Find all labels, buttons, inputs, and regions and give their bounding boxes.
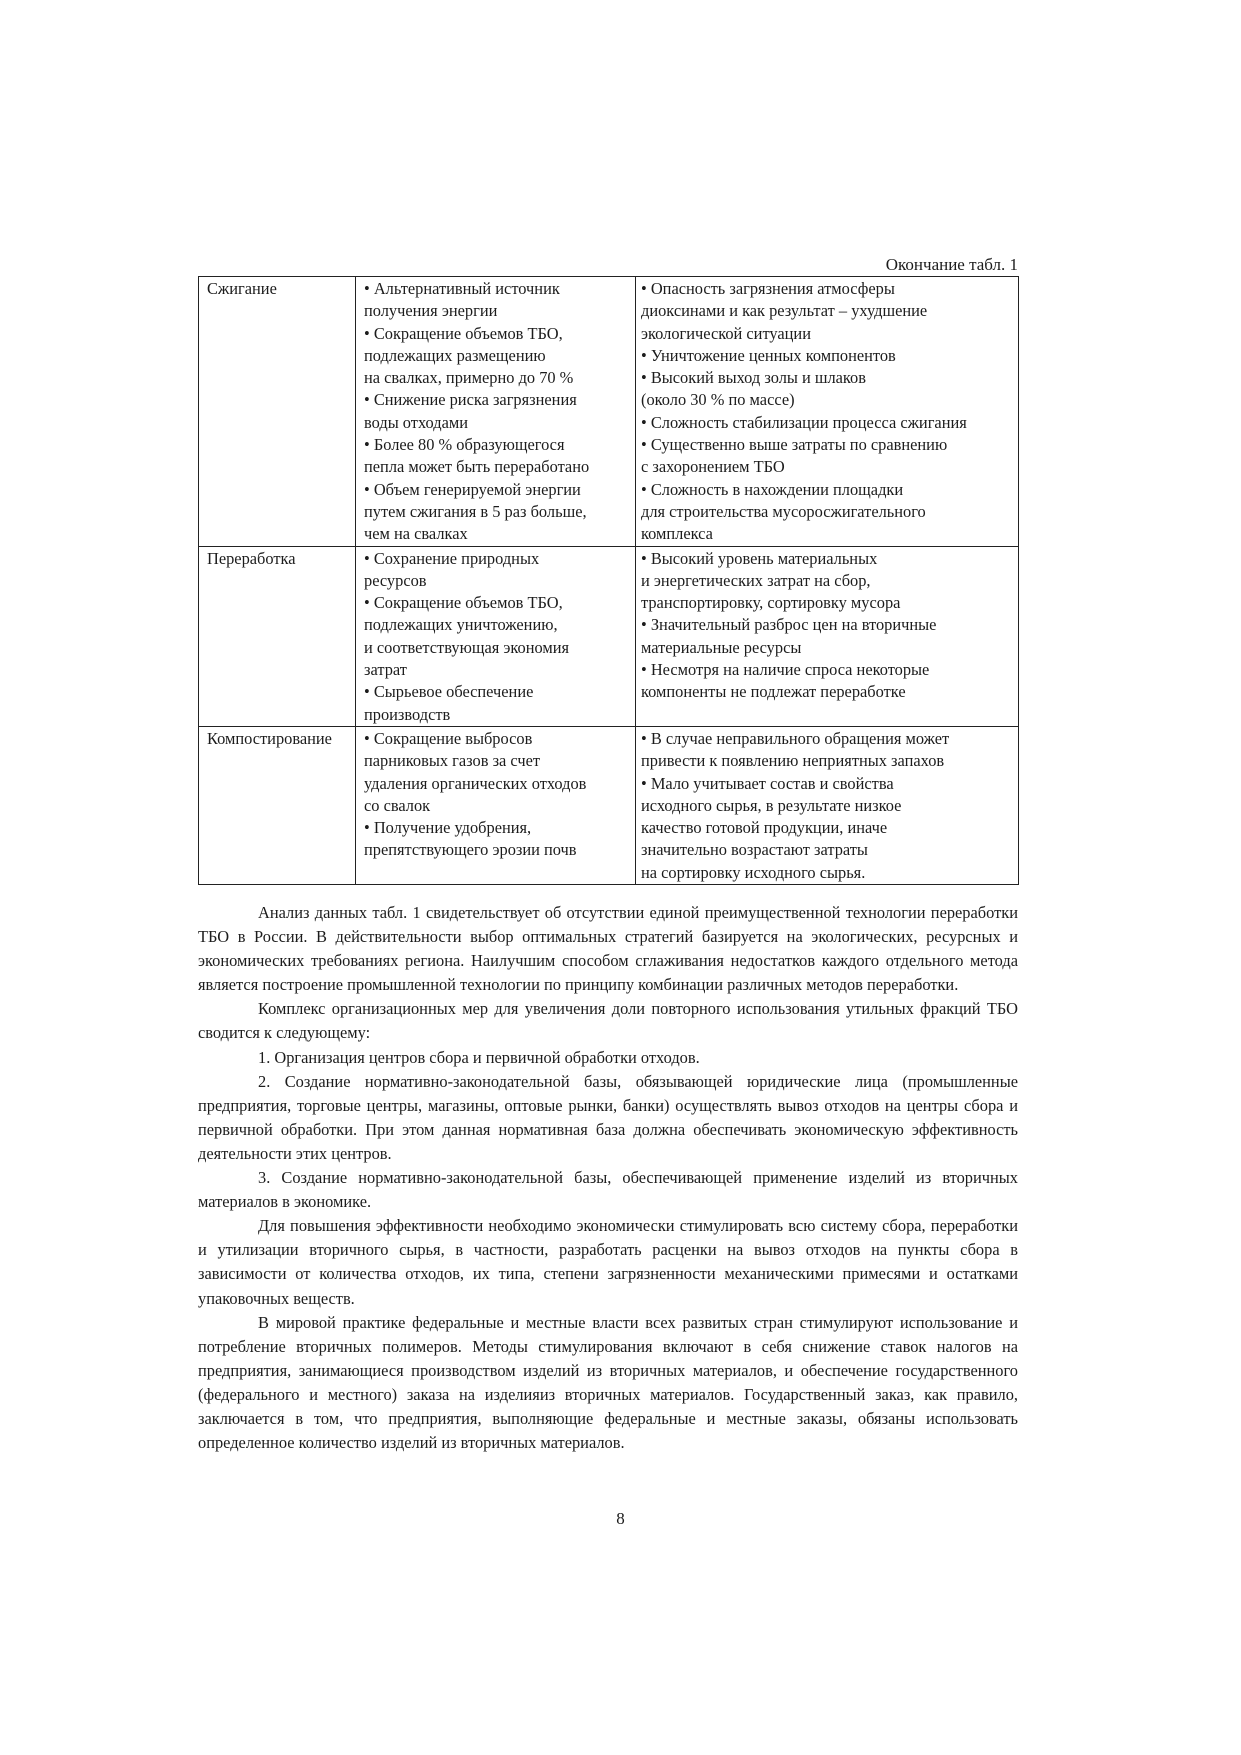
page-number: 8 <box>616 1509 625 1528</box>
disadvantage-line: • Высокий уровень материальных <box>641 548 878 568</box>
paragraph-world-practice: В мировой практике федеральные и местные власти всех развитых стран стимулируют использование и потребление вторичных полимеров. Методы стимулирования включают в себя снижение ставок налогов на предприятия, занимающиеся производством изделий из вторичных материалов, и обеспечение государственного (федерального и местного) заказа на изделияиз вторичных материалов. Государственный заказ, как правило, заключается в том, что предприятия, выполняющие федеральные и местные заказы, обязаны использовать определенное количество изделий из вторичных материалов. <box>198 1312 1018 1453</box>
disadvantage-line: привести к появлению неприятных запахов <box>641 751 945 771</box>
advantage-line: парниковых газов за счет <box>364 751 541 771</box>
list-item-3: 3. Создание нормативно-законодательной базы, обеспечивающей применение изделий из вторичных материалов в экономике. <box>198 1168 1018 1212</box>
disadvantage-line: (около 30 % по массе) <box>641 390 795 410</box>
paragraph-efficiency: Для повышения эффективности необходимо экономически стимулировать всю систему сбора, переработки и утилизации вторичного сырья, в частности, разработать расценки на вывоз отходов на пункты сбора в зависимости от количества отходов, их типа, степени загрязненности механическими примесями и остатками упаковочных веществ. <box>198 1216 1018 1308</box>
disadvantage-line: материальные ресурсы <box>641 637 802 657</box>
advantage-line: • Сохранение природных <box>364 548 540 568</box>
advantage-line: затрат <box>364 660 407 680</box>
body-text <box>198 901 1018 1455</box>
advantage-line: со свалок <box>364 795 431 815</box>
disadvantage-line: транспортировку, сортировку мусора <box>641 593 901 613</box>
table-row-incineration <box>199 277 1019 547</box>
advantage-line: • Получение удобрения, <box>364 818 532 838</box>
advantage-line: • Сокращение объемов ТБО, <box>364 593 563 613</box>
list-item-2: 2. Создание нормативно-законодательной базы, обязывающей юридические лица (промышленные предприятия, торговые центры, магазины, оптовые рынки, банки) осуществлять вывоз отходов на центры сбора и первичной обработки. При этом данная нормативная база должна обеспечивать экономическую эффективность деятельности этих центров. <box>198 1071 1018 1163</box>
disadvantage-line: • Несмотря на наличие спроса некоторые <box>641 660 930 680</box>
advantage-line: • Сырьевое обеспечение <box>364 682 534 702</box>
advantage-line: подлежащих уничтожению, <box>364 615 558 635</box>
list-item-1: 1. Организация центров сбора и первичной обработки отходов. <box>258 1047 700 1067</box>
method-cell <box>199 546 356 726</box>
disadvantage-line: • Существенно выше затраты по сравнению <box>641 435 948 455</box>
disadvantage-line: • Мало учитывает состав и свойства <box>641 773 894 793</box>
disadvantage-line: и энергетических затрат на сбор, <box>641 570 871 590</box>
advantage-line: удаления органических отходов <box>364 773 587 793</box>
advantage-line: подлежащих размещению <box>364 345 546 365</box>
method-cell <box>199 277 356 547</box>
advantage-line: путем сжигания в 5 раз больше, <box>364 501 587 521</box>
disadvantage-line: диоксинами и как результат – ухудшение <box>641 301 928 321</box>
advantage-line: препятствующего эрозии почв <box>364 840 577 860</box>
advantage-line: производств <box>364 704 451 724</box>
advantage-line: • Сокращение выбросов <box>364 728 533 748</box>
method-name: Сжигание <box>207 279 277 298</box>
advantage-line: на свалках, примерно до 70 % <box>364 368 574 388</box>
disadvantage-line: исходного сырья, в результате низкое <box>641 795 902 815</box>
table-caption: Окончание табл. 1 <box>885 255 1018 274</box>
disadvantage-line: комплекса <box>641 524 713 544</box>
advantage-line: ресурсов <box>364 570 427 590</box>
paragraph-analysis: Анализ данных табл. 1 свидетельствует об отсутствии единой преимущественной технологии переработки ТБО в России. В действительности выбор оптимальных стратегий базируется на экологических, ресурсных и экономических требованиях региона. Наилучшим способом сглаживания недостатков каждого отдельного метода является построение промышленной технологии по принципу комбинации различных методов переработки. <box>198 903 1018 995</box>
advantage-line: • Снижение риска загрязнения <box>364 390 577 410</box>
disadvantage-line: • Высокий выход золы и шлаков <box>641 368 866 388</box>
advantage-line: пепла может быть переработано <box>364 457 590 477</box>
table-row-composting <box>199 726 1019 884</box>
disadvantages-cell <box>636 726 1019 884</box>
disadvantage-line: • Значительный разброс цен на вторичные <box>641 615 937 635</box>
advantage-line: воды отходами <box>364 412 468 432</box>
table-row-recycling <box>199 546 1019 726</box>
advantage-line: чем на свалках <box>364 524 468 544</box>
advantages-cell <box>356 546 636 726</box>
disadvantage-line: экологической ситуации <box>641 323 811 343</box>
methods-table <box>198 276 1019 885</box>
disadvantage-line: для строительства мусоросжигательного <box>641 501 926 521</box>
advantage-line: • Альтернативный источник <box>364 279 560 298</box>
advantages-cell <box>356 277 636 547</box>
disadvantage-line: компоненты не подлежат переработке <box>641 682 906 702</box>
page-content <box>198 254 1018 1455</box>
method-name: Компостирование <box>207 728 332 748</box>
disadvantage-line: на сортировку исходного сырья. <box>641 862 866 882</box>
advantage-line: и соответствующая экономия <box>364 637 570 657</box>
disadvantage-line: • Сложность стабилизации процесса сжигания <box>641 412 967 432</box>
advantage-line: • Объем генерируемой энергии <box>364 479 581 499</box>
advantage-line: • Более 80 % образующегося <box>364 435 565 455</box>
advantage-line: получения энергии <box>364 301 498 321</box>
paragraph-measures-intro: Комплекс организационных мер для увеличения доли повторного использования утильных фракций ТБО сводится к следующему: <box>198 999 1018 1043</box>
disadvantage-line: • В случае неправильного обращения может <box>641 728 950 748</box>
disadvantage-line: с захоронением ТБО <box>641 457 785 477</box>
disadvantage-line: • Сложность в нахождении площадки <box>641 479 904 499</box>
method-name: Переработка <box>207 548 296 568</box>
advantage-line: • Сокращение объемов ТБО, <box>364 323 563 343</box>
advantages-cell <box>356 726 636 884</box>
method-cell <box>199 726 356 884</box>
disadvantages-cell <box>636 277 1019 547</box>
disadvantage-line: качество готовой продукции, иначе <box>641 818 888 838</box>
disadvantage-line: • Опасность загрязнения атмосферы <box>641 279 895 298</box>
disadvantage-line: • Уничтожение ценных компонентов <box>641 345 896 365</box>
disadvantage-line: значительно возрастают затраты <box>641 840 868 860</box>
disadvantages-cell <box>636 546 1019 726</box>
